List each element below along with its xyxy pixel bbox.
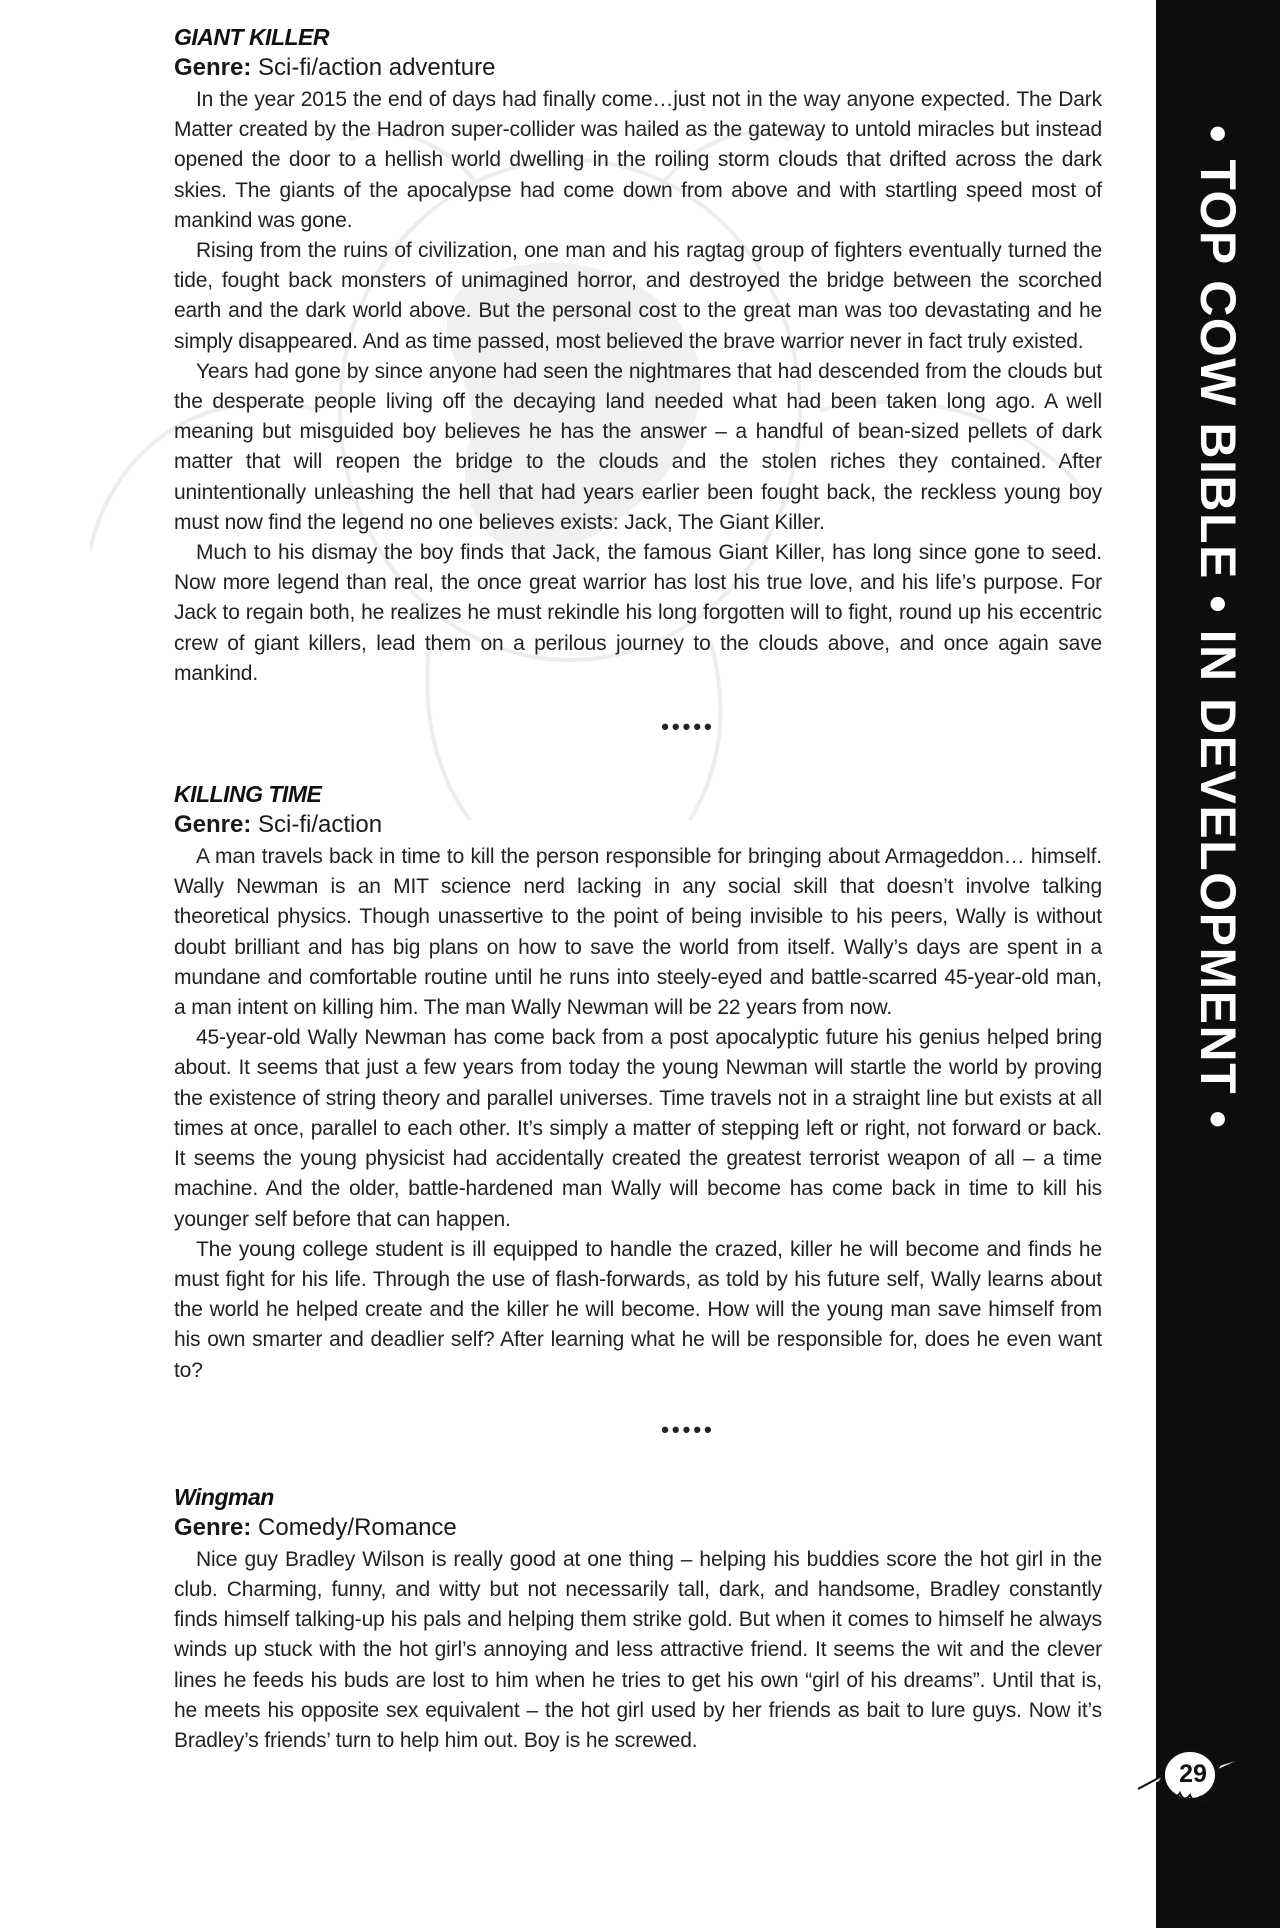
paragraph: Much to his dismay the boy finds that Jack, the famous Giant Killer, has long since gone to seed. Now more legend than real, the once great warrior has lost his true love, and his life’s purpose. For Jack to regain both, he realizes he must rekindle his long forgotten will to fight, round up his eccentric crew of giant killers, lead them on a perilous journey to the clouds above, and once again save mankind. bbox=[174, 541, 1102, 685]
section-title: Wingman bbox=[174, 1483, 274, 1510]
page-number: 29 bbox=[1179, 1760, 1207, 1788]
paragraph: Years had gone by since anyone had seen the nightmares that had descended from the clouds but the desperate people living off the decaying land needed what had been taken long ago. A well meaning but misguided boy believes he has the answer – a handful of bean-sized pellets of dark matter that will reopen the bridge to the clouds and the stolen riches they contained. After unintentionally unleashing the hell that had years earlier been fought back, the reckless young boy must now find the legend no one believes exists: Jack, The Giant Killer. bbox=[174, 359, 1102, 534]
genre-label: Genre: bbox=[174, 811, 252, 839]
paragraph: Nice guy Bradley Wilson is really good at one thing – helping his buddies score the hot girl in the club. Charming, funny, and witty but not necessarily tall, dark, and handsome, Bradley constantly finds himself talking-up his pals and helping them strike gold. But when it comes to himself he always winds up stuck with the hot girl’s annoying and less attractive friend. It seems the wit and the clever lines he feeds his buds are lost to him when he tries to get his own “girl of his dreams”. Until that is, he meets his opposite sex equivalent – the hot girl used by her friends as bait to lure guys. Now it’s Bradley’s friends’ turn to help him out. Boy is he screwed. bbox=[174, 1547, 1102, 1752]
genre-line bbox=[174, 52, 1102, 83]
section-giant-killer bbox=[174, 22, 1102, 689]
genre-label: Genre: bbox=[174, 54, 252, 81]
genre-value: Sci-fi/action bbox=[251, 811, 383, 839]
genre-line bbox=[174, 809, 1102, 840]
paragraph: 45-year-old Wally Newman has come back from a post apocalyptic future his genius helped bring about. It seems that just a few years from today the young Newman will startle the world by proving the existence of string theory and parallel universes. Time travels not in a straight line but exists at all times at once, parallel to each other. It’s simply a matter of stepping left or right, not forward or back. It seems the young physicist had accidentally created the greatest terrorist weapon of all – a time machine. And the older, battle-hardened man Wally will become has come back in time to kill his younger self before that can happen. bbox=[174, 1026, 1102, 1231]
section-wingman bbox=[174, 1482, 1102, 1756]
main-content bbox=[174, 22, 1102, 1756]
genre-line bbox=[174, 1512, 1102, 1543]
genre-value: Comedy/Romance bbox=[251, 1513, 457, 1541]
section-killing-time bbox=[174, 779, 1102, 1386]
paragraph: A man travels back in time to kill the person responsible for bringing about Armageddon… himself. Wally Newman is an MIT science nerd lacking in any social skill that doesn’t involve talking theoretical physics. Though unassertive to the point of being invisible to his peers, Wally is without doubt brilliant and has big plans on how to save the world from itself. Wally’s days are spent in a mundane and comfortable routine until he runs into steely-eyed and battle-scarred 45-year-old man, a man intent on killing him. The man Wally Newman will be 22 years from now. bbox=[174, 845, 1102, 1020]
section-divider: ••••• bbox=[661, 1416, 715, 1442]
paragraph: Rising from the ruins of civilization, one man and his ragtag group of fighters eventually turned the tide, fought back monsters of unimagined horror, and destroyed the bridge between the scorched earth and the dark world above. But the personal cost to the great man was too devastating and he simply disappeared. And as time passed, most believed the brave warrior never in fact truly existed. bbox=[174, 239, 1102, 353]
section-divider: ••••• bbox=[661, 714, 715, 740]
genre-value: Sci-fi/action adventure bbox=[251, 54, 496, 81]
section-title: GIANT KILLER bbox=[174, 24, 329, 50]
section-title: KILLING TIME bbox=[174, 781, 322, 808]
sidebar-title: • TOP COW BIBLE • IN DEVELOPMENT • bbox=[1190, 125, 1246, 1130]
paragraph: In the year 2015 the end of days had finally come…just not in the way anyone expected. The Dark Matter created by the Hadron super-collider was hailed as the gateway to untold miracles but instead opened the door to a hellish world dwelling in the roiling storm clouds that drifted across the dark skies. The giants of the apocalypse had come down from above and with startling speed most of mankind was gone. bbox=[174, 88, 1102, 232]
paragraph: The young college student is ill equipped to handle the crazed, killer he will become and finds he must fight for his life. Through the use of flash-forwards, as told by his future self, Wally learns about the world he helped create and the killer he will become. How will the young man save himself from his own smarter and deadlier self? After learning what he will be responsible for, does he even want to? bbox=[174, 1237, 1102, 1382]
sidebar-banner bbox=[1156, 0, 1280, 1928]
genre-label: Genre: bbox=[174, 1513, 252, 1541]
